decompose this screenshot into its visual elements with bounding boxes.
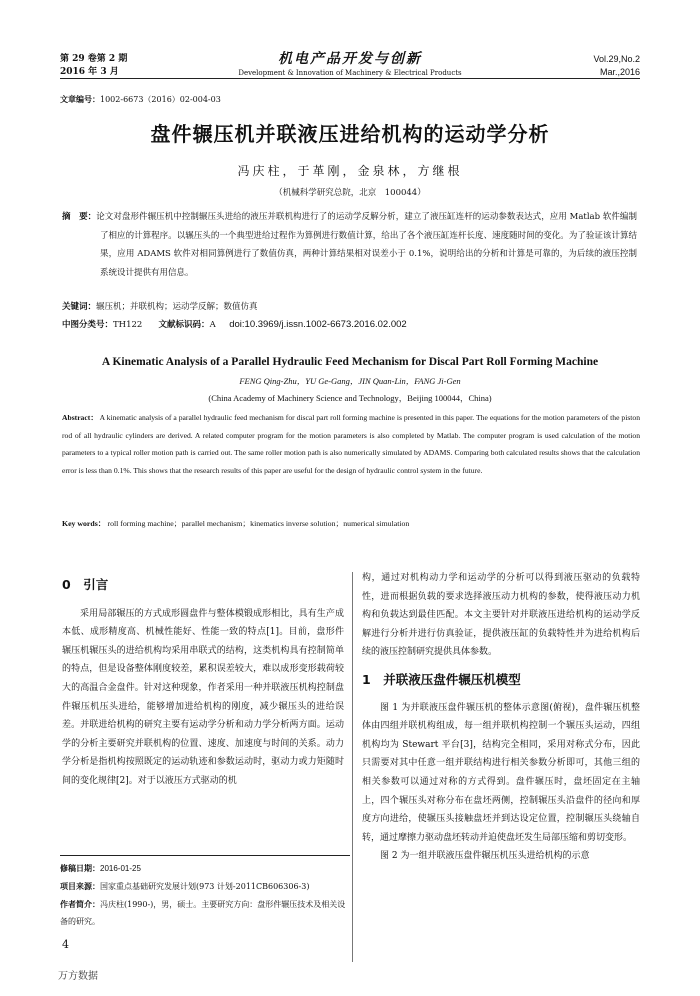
keywords-en-text: roll forming machine；parallel mechanism；kinematics inverse solution；numerical simulation [107, 519, 410, 528]
doc-code-value: A [209, 320, 216, 330]
article-number-label: 文章编号： [60, 94, 100, 104]
section-0-heading: 0 引言 [62, 577, 109, 592]
doc-code-label: 文献标识码： [158, 320, 210, 330]
column-divider [352, 572, 353, 962]
keywords-en-label: Key words： [62, 519, 106, 528]
keywords-cn [62, 300, 258, 312]
title-en: A Kinematic Analysis of a Parallel Hydraulic Feed Mechanism for Discal Part Roll Forming Machine [101, 356, 599, 368]
left-column [62, 576, 344, 791]
date-cn: 2016 年 3 月 [60, 67, 119, 77]
fund-text: 国家重点基础研究发展计划(973 计划-2011CB606306-3) [100, 881, 310, 891]
received-date: 2016-01-25 [100, 864, 141, 873]
header-left [60, 53, 127, 79]
abstract-en [62, 409, 640, 479]
abstract-cn-label: 摘 要： [62, 212, 97, 222]
doi: doi:10.3969/j.issn.1002-6673.2016.02.002 [229, 319, 407, 330]
journal-title-cn: 机电产品开发与创新 [278, 51, 422, 67]
clc-value: TH122 [113, 320, 143, 330]
article-number [60, 94, 221, 105]
journal-masthead [200, 50, 500, 78]
clc-label: 中图分类号： [62, 320, 114, 330]
affiliation: （机械科学研究总院，北京 100044） [274, 188, 426, 198]
abstract-cn [62, 208, 637, 282]
journal-title-en: Development & Innovation of Machinery & Electrical Products [238, 69, 462, 77]
section-1-paragraph-2: 图 2 为一组并联液压盘件辗压机压头进给机构的示意 [380, 851, 590, 862]
affiliation-en: (China Academy of Machinery Science and Technology，Beijing 100044，China) [208, 393, 492, 403]
keywords-cn-label: 关键词： [62, 302, 97, 312]
classification-line [62, 318, 407, 330]
section-1-paragraph-1: 图 1 为并联液压盘件辗压机的整体示意图(俯视)，盘件辗压机整体由四组并联机构组成，每一组并联机构控制一个辗压头运动，四组机构均为 Stewart 平台[3]，结构完全相同，采用对称式分布，因此只需要对其中任意一组并联结构进行相关参数分析即可，其他三组的相关参数可以通过对称的方式得到。盘件辗压时，盘坯固定在主轴上，四个辗压头对称分布在盘坯两侧，控制辗压头沿盘件的径向和厚度方向进给，使辗压头接触盘坯并到达设定位置，控制辗压头绕轴自转，通过摩擦力驱动盘坯转动并迫使盘坯发生局部压缩和剪切变形。 [362, 702, 640, 843]
abstract-cn-text: 论文对盘形件辗压机中控制辗压头进给的液压并联机构进行了的运动学反解分析，建立了液压缸连杆的运动参数表达式，应用 Matlab 软件编制了相应的计算程序。以辗压头的一个典型进给过程作为算例进行数值计算，给出了各个液压缸连杆长度、速度随时间的变化。为了验证该计算结果，应用 ADAMS 软件对相同算例进行了数值仿真，两种计算结果相对误差小于 0.1%，说明给出的分析和计算是可靠的，为后续的液压控制系统设计提供有用信息。 [96, 212, 637, 278]
watermark: 万方数据 [58, 971, 98, 982]
abstract-en-text: A kinematic analysis of a parallel hydraulic feed mechanism for discal part roll forming machine is presented in this paper. The equations for the motion parameters of the piston rod of all hydraulic cylinders are derived. A related computer program for the motion parameters is also completed by Matlab. The computer program is used calculation of the motion parameters to a typical roller motion path is carried out. The same roller motion path is also numerically simulated by ADAMS. Comparing both calculated results shows that the calculation error is less than 0.1%. This shows that the research results of this paper are useful for the design of hydraulic control system in the future. [62, 413, 640, 475]
intro-continued: 构，通过对机构动力学和运动学的分析可以得到液压驱动的负载特性，进而根据负载的要求选择液压动力机构的参数，使得液压动力机构和负载达到最佳匹配。本文主要针对并联液压进给机构的运动学反解进行分析并进行仿真验证，提供液压缸的负载特性并为进给机构后续的液压控制研究提供具体参数。 [362, 573, 640, 658]
keywords-en [62, 518, 409, 529]
received-label: 修稿日期： [60, 864, 100, 873]
right-column [362, 569, 640, 866]
bio-text: 冯庆柱(1990-)，男，硕士。主要研究方向：盘形件辗压技术及相关设备的研究。 [60, 899, 346, 927]
section-1-heading: 1 并联液压盘件辗压机模型 [362, 671, 521, 687]
fund-label: 项目来源： [60, 881, 100, 891]
volume-en: Vol.29,No.2 [593, 54, 640, 64]
abstract-en-label: Abstract： [62, 413, 99, 422]
header-right [593, 53, 640, 79]
page-number: 4 [62, 938, 69, 951]
section-0-paragraph: 采用局部辗压的方式成形圆盘件与整体模锻成形相比，具有生产成本低、成形精度高、机械性能好、性能一致的特点[1]。目前，盘形件辗压机辗压头的进给机构均采用串联式的结构，这类机构具有控制简单的特点，但是设备整体刚度较差，累积误差较大，难以成形变形载荷较大的高温合金盘件。针对这种现象，作者采用一种并联液压机构控制盘件辗压机压头进给，能够增加进给机构的刚度，减少辗压头的进给误差。并联进给机构的研究主要有运动学分析和动力学分析两方面。运动学的分析主要研究并联机构的位置、速度、加速度与时间的关系。动力学分析是指机构按照既定的运动轨迹和参数运动时，驱动力或力矩随时间的变化规律[2]。对于以液压方式驱动的机 [62, 608, 344, 786]
authors: 冯庆柱，于革刚，金泉林，方继根 [237, 164, 463, 178]
paper-title: 盘件辗压机并联液压进给机构的运动学分析 [150, 122, 550, 146]
header-rule [60, 78, 640, 79]
bio-label: 作者简介： [60, 899, 100, 909]
volume-cn: 第 29 卷第 2 期 [60, 54, 128, 64]
article-number-value: 1002-6673（2016）02-004-03 [100, 95, 221, 104]
keywords-cn-text: 辗压机；并联机构；运动学反解；数值仿真 [96, 302, 258, 312]
footnote [60, 860, 350, 931]
footnote-rule [60, 855, 350, 856]
authors-en: FENG Qing-Zhu，YU Ge-Gang，JIN Quan-Lin，FANG Ji-Gen [239, 376, 461, 386]
date-en: Mar.,2016 [599, 67, 640, 77]
